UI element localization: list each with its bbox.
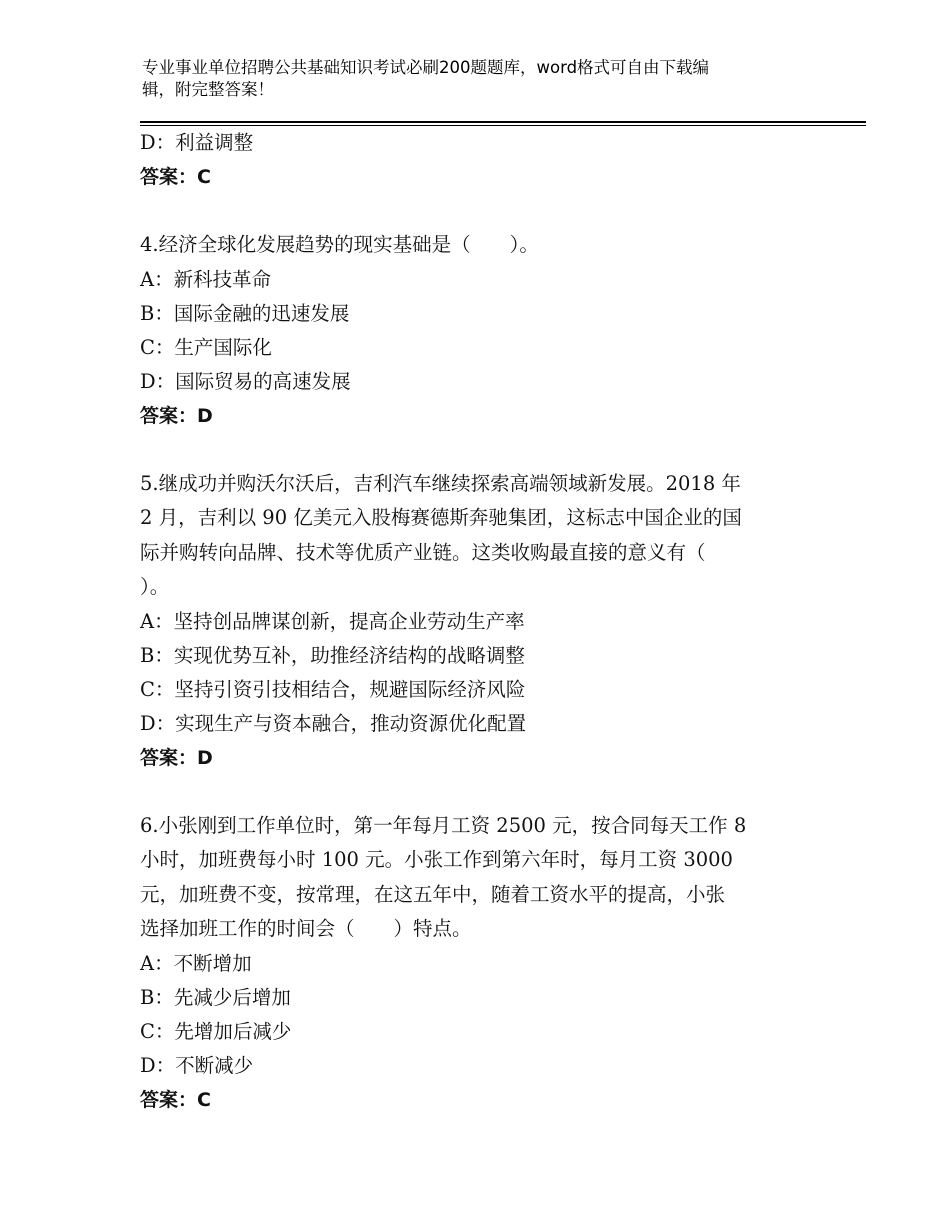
option-c: C：先增加后减少 bbox=[140, 1019, 292, 1043]
question-stem-line: 4.经济全球化发展趋势的现实基础是（ ）。 bbox=[140, 233, 539, 256]
option-b: B：先减少后增加 bbox=[140, 985, 291, 1009]
question-stem-line: 5.继成功并购沃尔沃后，吉利汽车继续探索高端领域新发展。2018 年 bbox=[140, 471, 741, 495]
document-header bbox=[142, 57, 792, 101]
question-stem-line: 2 月，吉利以 90 亿美元入股梅赛德斯奔驰集团，这标志中国企业的国 bbox=[140, 506, 742, 529]
option-d: D：国际贸易的高速发展 bbox=[140, 369, 351, 393]
spacer bbox=[140, 194, 820, 228]
question-stem-line: 际并购转向品牌、技术等优质产业链。这类收购最直接的意义有（ bbox=[140, 540, 706, 564]
option-b: B：实现优势互补，助推经济结构的战略调整 bbox=[140, 643, 525, 667]
option-c: C：生产国际化 bbox=[140, 335, 272, 359]
option-b: B：国际金融的迅速发展 bbox=[140, 301, 350, 325]
answer: 答案：D bbox=[140, 746, 213, 769]
question-5 bbox=[140, 467, 820, 775]
question-stem-line: 元，加班费不变，按常理，在这五年中，随着工资水平的提高，小张 bbox=[140, 882, 726, 906]
option-a: A：新科技革命 bbox=[140, 267, 272, 291]
option-a: A：坚持创品牌谋创新，提高企业劳动生产率 bbox=[140, 609, 525, 633]
question-stem-line: 6.小张刚到工作单位时，第一年每月工资 2500 元，按合同每天工作 8 bbox=[140, 813, 747, 837]
question-6 bbox=[140, 809, 820, 1117]
spacer bbox=[140, 433, 820, 467]
document-body bbox=[140, 126, 820, 1117]
answer: 答案：D bbox=[140, 404, 213, 427]
header-line-2: 辑，附完整答案！ bbox=[142, 80, 274, 99]
header-line-1: 专业事业单位招聘公共基础知识考试必刷200题题库，word格式可自由下载编 bbox=[142, 58, 710, 77]
header-rule-thick bbox=[140, 121, 866, 123]
question-stem-line: 选择加班工作的时间会（ ）特点。 bbox=[140, 917, 472, 940]
question-stem-line: ）。 bbox=[140, 575, 170, 598]
prev-option-d: D：利益调整 bbox=[140, 131, 254, 154]
spacer bbox=[140, 775, 820, 809]
option-d: D：不断减少 bbox=[140, 1053, 254, 1077]
answer: 答案：C bbox=[140, 1088, 211, 1111]
prev-answer: 答案：C bbox=[140, 166, 211, 188]
question-stem-line: 小时，加班费每小时 100 元。小张工作到第六年时，每月工资 3000 bbox=[140, 848, 733, 871]
question-4 bbox=[140, 228, 820, 433]
option-a: A：不断增加 bbox=[140, 951, 252, 975]
option-d: D：实现生产与资本融合，推动资源优化配置 bbox=[140, 711, 527, 735]
option-c: C：坚持引资引技相结合，规避国际经济风险 bbox=[140, 677, 526, 701]
